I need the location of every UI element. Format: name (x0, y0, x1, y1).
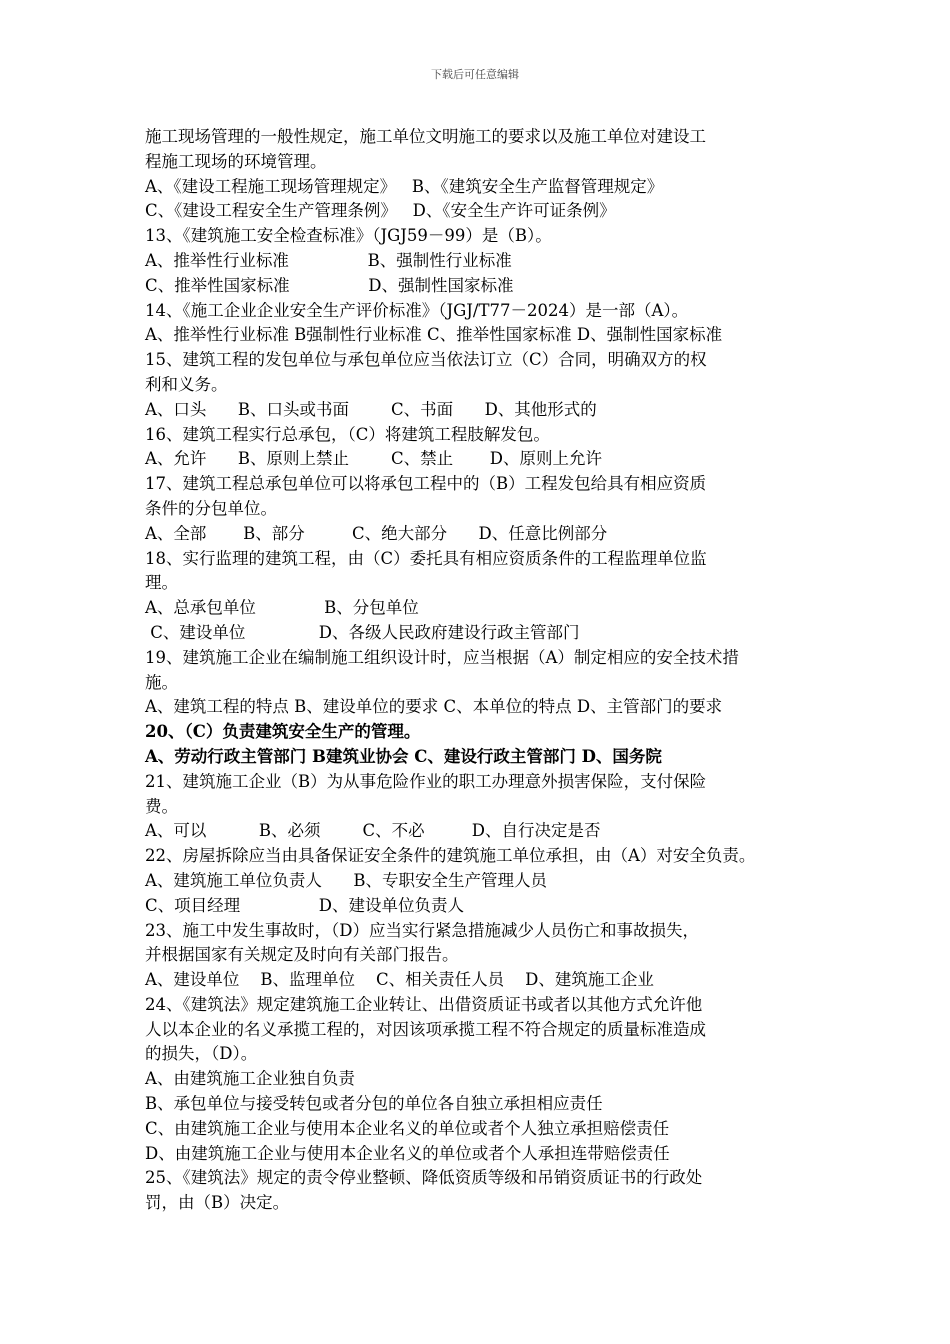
text-line: 18、实行监理的建筑工程，由（C）委托具有相应资质条件的工程监理单位监 (145, 548, 707, 568)
text-line: 17、建筑工程总承包单位可以将承包工程中的（B）工程发包给具有相应资质 (145, 474, 707, 494)
text-line: A、口头 B、口头或书面 C、书面 D、其他形式的 (145, 399, 597, 419)
text-line: B、承包单位与接受转包或者分包的单位各自独立承担相应责任 (145, 1094, 603, 1114)
text-line: 20、（C）负责建筑安全生产的管理。 (145, 722, 421, 742)
text-line: C、由建筑施工企业与使用本企业名义的单位或者个人独立承担赔偿责任 (145, 1118, 670, 1138)
text-line: 罚，由（B）决定。 (145, 1193, 290, 1213)
text-line: A、允许 B、原则上禁止 C、禁止 D、原则上允许 (145, 449, 603, 469)
text-line: A、建筑施工单位负责人 B、专职安全生产管理人员 (145, 870, 548, 890)
text-line: 费。 (145, 796, 178, 816)
text-line: C、建设单位 D、各级人民政府建设行政主管部门 (145, 622, 580, 642)
text-line: A、劳动行政主管部门 B建筑业协会 C、建设行政主管部门 D、国务院 (145, 746, 662, 766)
text-line: 19、建筑施工企业在编制施工组织设计时，应当根据（A）制定相应的安全技术措 (145, 647, 739, 667)
text-line: 施。 (145, 672, 178, 692)
text-line: 条件的分包单位。 (145, 498, 277, 518)
text-line: 14、《施工企业企业安全生产评价标准》（JGJ/T77－2024）是一部（A）。 (145, 300, 689, 320)
text-line: 24、《建筑法》规定建筑施工企业转让、出借资质证书或者以其他方式允许他 (145, 994, 703, 1014)
text-line: 利和义务。 (145, 374, 228, 394)
text-line: A、总承包单位 B、分包单位 (145, 598, 419, 618)
text-line: 23、施工中发生事故时，（D）应当实行紧急措施减少人员伤亡和事故损失， (145, 920, 699, 940)
text-line: 施工现场管理的一般性规定，施工单位文明施工的要求以及施工单位对建设工 (145, 127, 706, 146)
text-line: C、《建设工程安全生产管理条例》 D、《安全生产许可证条例》 (145, 201, 616, 221)
text-line: A、《建设工程施工现场管理规定》 B、《建筑安全生产监督管理规定》 (145, 176, 664, 196)
text-line: 程施工现场的环境管理。 (145, 151, 327, 171)
text-line: 25、《建筑法》规定的责令停业整顿、降低资质等级和吊销资质证书的行政处 (145, 1168, 703, 1188)
text-line: A、由建筑施工企业独自负责 (145, 1069, 355, 1089)
text-line: D、由建筑施工企业与使用本企业名义的单位或者个人承担连带赔偿责任 (145, 1143, 670, 1163)
text-line: 并根据国家有关规定及时向有关部门报告。 (145, 945, 459, 965)
text-line: A、推举性行业标准 B强制性行业标准 C、推举性国家标准 D、强制性国家标准 (145, 325, 723, 345)
text-line: 人以本企业的名义承揽工程的，对因该项承揽工程不符合规定的质量标准造成 (145, 1019, 706, 1039)
text-line: 15、建筑工程的发包单位与承包单位应当依法订立（C）合同，明确双方的权 (145, 350, 707, 370)
text-line: 的损失，（D）。 (145, 1044, 258, 1064)
text-line: C、项目经理 D、建设单位负责人 (145, 895, 465, 915)
text-line: A、推举性行业标准 B、强制性行业标准 (145, 250, 512, 270)
text-line: 22、房屋拆除应当由具备保证安全条件的建筑施工单位承担，由（A）对安全负责。 (145, 846, 756, 866)
text-line: 13、《建筑施工安全检查标准》（JGJ59－99）是（B）。 (145, 226, 552, 246)
text-line: A、全部 B、部分 C、绝大部分 D、任意比例部分 (145, 523, 608, 543)
question-list (145, 125, 815, 1216)
text-line: 理。 (145, 573, 178, 593)
text-line: 21、建筑施工企业（B）为从事危险作业的职工办理意外损害保险，支付保险 (145, 771, 707, 791)
text-line: A、建筑工程的特点 B、建设单位的要求 C、本单位的特点 D、主管部门的要求 (145, 697, 723, 717)
text-line: A、可以 B、必须 C、不必 D、自行决定是否 (145, 821, 601, 841)
text-line: A、建设单位 B、监理单位 C、相关责任人员 D、建筑施工企业 (145, 970, 654, 990)
text-line: C、推举性国家标准 D、强制性国家标准 (145, 275, 514, 295)
page-header: 下载后可任意编辑 (431, 68, 519, 81)
text-line: 16、建筑工程实行总承包，（C）将建筑工程肢解发包。 (145, 424, 550, 444)
